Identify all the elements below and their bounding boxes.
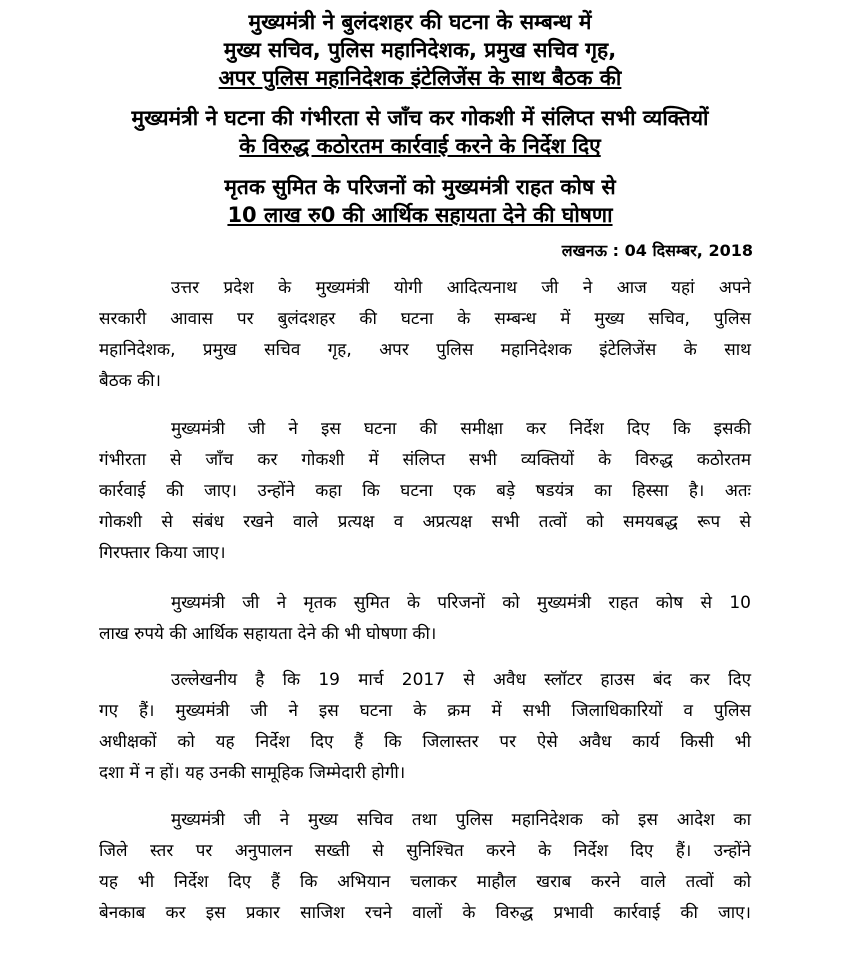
body-paragraph (99, 805, 751, 929)
paragraph-line: बैठक की। (99, 371, 161, 391)
paragraph-line: उत्तर प्रदेश के मुख्यमंत्री योगी आदित्यनाथ जी ने आज यहां अपने (171, 278, 751, 298)
body-paragraph (99, 414, 751, 569)
body-paragraph (99, 588, 751, 650)
headline-directive (100, 104, 740, 160)
headline-line: अपर पुलिस महानिदेशक इंटेलिजेंस के साथ बैठक की (218, 66, 622, 90)
body-paragraph (99, 665, 751, 789)
paragraph-line: उल्लेखनीय है कि 19 मार्च 2017 से अवैध स्लॉटर हाउस बंद कर दिए (171, 670, 751, 690)
paragraph-line: मुख्यमंत्री जी ने इस घटना की समीक्षा कर निर्देश दिए कि इसकी (171, 419, 751, 439)
paragraph-line: मुख्यमंत्री जी ने मृतक सुमित के परिजनों को मुख्यमंत्री राहत कोष से 10 (171, 593, 751, 613)
paragraph-line: जिले स्तर पर अनुपालन सख्ती से सुनिश्चित करने के निर्देश दिए हैं। उन्होंने (99, 841, 751, 861)
paragraph-line: अधीक्षकों को यह निर्देश दिए हैं कि जिलास्तर पर ऐसे अवैध कार्य किसी भी (99, 732, 751, 752)
headline-line: के विरुद्ध कठोरतम कार्रवाई करने के निर्देश दिए (239, 134, 601, 158)
paragraph-line: गोकशी से संबंध रखने वाले प्रत्यक्ष व अप्रत्यक्ष सभी तत्वों को समयबद्ध रूप से (99, 512, 751, 532)
paragraph-line: दशा में न हों। यह उनकी सामूहिक जिम्मेदारी होगी। (99, 763, 406, 783)
headline-line: 10 लाख रु0 की आर्थिक सहायता देने की घोषणा (227, 203, 613, 227)
paragraph-line: लाख रुपये की आर्थिक सहायता देने की भी घोषणा की। (99, 624, 437, 644)
paragraph-line: गंभीरता से जाँच कर गोकशी में संलिप्त सभी व्यक्तियों के विरुद्ध कठोरतम (99, 450, 751, 470)
headline-compensation (100, 173, 740, 229)
paragraph-line: बेनकाब कर इस प्रकार साजिश रचने वालों के विरुद्ध प्रभावी कार्रवाई की जाए। (99, 903, 751, 923)
paragraph-line: गए हैं। मुख्यमंत्री जी ने इस घटना के क्रम में सभी जिलाधिकारियों व पुलिस (99, 701, 751, 721)
paragraph-line: सरकारी आवास पर बुलंदशहर की घटना के सम्बन्ध में मुख्य सचिव, पुलिस (99, 309, 751, 329)
paragraph-line: गिरफ्तार किया जाए। (99, 543, 226, 563)
headline-line: मृतक सुमित के परिजनों को मुख्यमंत्री राहत कोष से (224, 175, 616, 199)
headline-line: मुख्यमंत्री ने बुलंदशहर की घटना के सम्बन्ध में (248, 10, 592, 34)
headline-line: मुख्य सचिव, पुलिस महानिदेशक, प्रमुख सचिव गृह, (223, 38, 617, 62)
body-paragraph (99, 273, 751, 397)
dateline: लखनऊ : 04 दिसम्बर, 2018 (561, 241, 753, 260)
paragraph-line: मुख्यमंत्री जी ने मुख्य सचिव तथा पुलिस महानिदेशक को इस आदेश का (171, 810, 751, 830)
paragraph-line: यह भी निर्देश दिए हैं कि अभियान चलाकर माहौल खराब करने वाले तत्वों को (99, 872, 751, 892)
headline-line: मुख्यमंत्री ने घटना की गंभीरता से जाँच कर गोकशी में संलिप्त सभी व्यक्तियों (131, 106, 709, 130)
headline-meeting (100, 8, 740, 92)
paragraph-line: महानिदेशक, प्रमुख सचिव गृह, अपर पुलिस महानिदेशक इंटेलिजेंस के साथ (99, 340, 751, 360)
paragraph-line: कार्रवाई की जाए। उन्होंने कहा कि घटना एक बड़े षडयंत्र का हिस्सा है। अतः (99, 481, 751, 501)
